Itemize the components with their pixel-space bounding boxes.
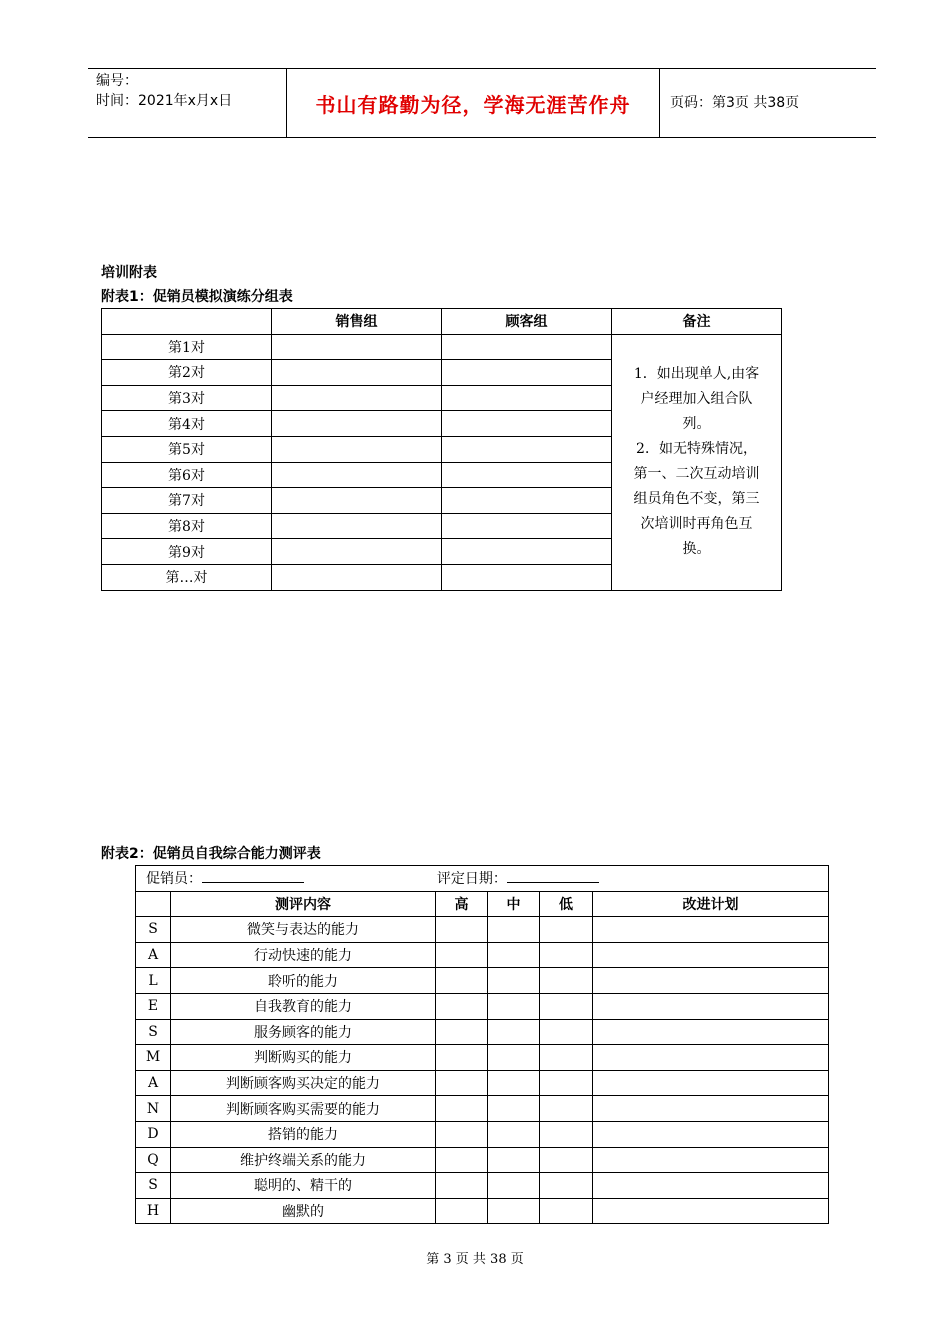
plan-cell <box>593 1019 829 1045</box>
table-row <box>136 917 829 943</box>
col-header-customer: 顾客组 <box>442 309 612 335</box>
sales-cell <box>272 462 442 488</box>
mid-cell <box>488 993 540 1019</box>
customer-cell <box>442 436 612 462</box>
high-cell <box>436 942 488 968</box>
mid-cell <box>488 1019 540 1045</box>
header-motto: 书山有路勤为径，学海无涯苦作舟 <box>315 92 631 117</box>
col-header-plan: 改进计划 <box>593 891 829 917</box>
pair-label: 第1对 <box>102 334 272 360</box>
row-item: 聆听的能力 <box>171 968 436 994</box>
plan-cell <box>593 942 829 968</box>
table-row <box>136 993 829 1019</box>
customer-cell <box>442 462 612 488</box>
high-cell <box>436 993 488 1019</box>
customer-cell <box>442 334 612 360</box>
row-letter: S <box>136 917 171 943</box>
note-line: 1．如出现单人,由客 <box>633 366 760 383</box>
section-title: 培训附表 <box>101 265 157 281</box>
high-cell <box>436 1096 488 1122</box>
date-blank[interactable] <box>507 868 599 883</box>
low-cell <box>540 993 593 1019</box>
mid-cell <box>488 1045 540 1071</box>
row-letter: N <box>136 1096 171 1122</box>
col-header-high: 高 <box>436 891 488 917</box>
row-item: 聪明的、精干的 <box>171 1173 436 1199</box>
col-header-sales: 销售组 <box>272 309 442 335</box>
grouping-table <box>101 308 782 591</box>
plan-cell <box>593 968 829 994</box>
table-header-row <box>102 309 782 335</box>
col-header-note: 备注 <box>612 309 782 335</box>
plan-cell <box>593 1147 829 1173</box>
table-row <box>136 1198 829 1224</box>
promoter-blank[interactable] <box>202 868 304 883</box>
plan-cell <box>593 1173 829 1199</box>
row-letter: S <box>136 1019 171 1045</box>
row-item: 幽默的 <box>171 1198 436 1224</box>
row-letter: H <box>136 1198 171 1224</box>
mid-cell <box>488 968 540 994</box>
row-item: 判断顾客购买需要的能力 <box>171 1096 436 1122</box>
pair-label: 第5对 <box>102 436 272 462</box>
high-cell <box>436 1045 488 1071</box>
row-letter: D <box>136 1121 171 1147</box>
low-cell <box>540 917 593 943</box>
header-meta <box>88 69 287 137</box>
table-row <box>136 1147 829 1173</box>
note-line: 第一、二次互动培训 <box>633 466 760 483</box>
table2-caption: 附表2：促销员自我综合能力测评表 <box>101 846 321 862</box>
low-cell <box>540 1019 593 1045</box>
low-cell <box>540 942 593 968</box>
pair-label: 第3对 <box>102 385 272 411</box>
form-info-row <box>136 866 829 892</box>
customer-cell <box>442 411 612 437</box>
high-cell <box>436 1173 488 1199</box>
row-item: 微笑与表达的能力 <box>171 917 436 943</box>
form-info-cell <box>136 866 829 892</box>
row-item: 自我教育的能力 <box>171 993 436 1019</box>
plan-cell <box>593 1070 829 1096</box>
high-cell <box>436 1147 488 1173</box>
row-letter: L <box>136 968 171 994</box>
date-label: 评定日期： <box>436 871 507 888</box>
customer-cell <box>442 513 612 539</box>
low-cell <box>540 1198 593 1224</box>
note-line: 换。 <box>682 541 711 558</box>
table1-caption: 附表1：促销员模拟演练分组表 <box>101 289 293 305</box>
row-letter: M <box>136 1045 171 1071</box>
header-page-info: 页码：第3页 共38页 <box>670 95 800 111</box>
col-header-low: 低 <box>540 891 593 917</box>
row-item: 判断顾客购买决定的能力 <box>171 1070 436 1096</box>
table-row <box>136 968 829 994</box>
table-row <box>136 1121 829 1147</box>
sales-cell <box>272 385 442 411</box>
high-cell <box>436 968 488 994</box>
self-assessment-table <box>135 865 829 1224</box>
low-cell <box>540 1147 593 1173</box>
row-item: 服务顾客的能力 <box>171 1019 436 1045</box>
pair-label: 第7对 <box>102 488 272 514</box>
row-item: 判断购买的能力 <box>171 1045 436 1071</box>
sales-cell <box>272 564 442 590</box>
high-cell <box>436 1070 488 1096</box>
note-line: 户经理加入组合队 <box>640 391 753 408</box>
mid-cell <box>488 1147 540 1173</box>
plan-cell <box>593 917 829 943</box>
table-row <box>136 1070 829 1096</box>
row-letter: A <box>136 1070 171 1096</box>
pair-label: 第4对 <box>102 411 272 437</box>
col-header <box>102 309 272 335</box>
time-label: 时间：2021年x月x日 <box>96 93 233 109</box>
pair-label: 第8对 <box>102 513 272 539</box>
table-header-row <box>136 891 829 917</box>
plan-cell <box>593 1198 829 1224</box>
note-line: 2．如无特殊情况， <box>636 441 757 458</box>
number-label: 编号： <box>96 73 138 89</box>
page-footer: 第 3 页 共 38 页 <box>426 1252 524 1267</box>
high-cell <box>436 1198 488 1224</box>
mid-cell <box>488 917 540 943</box>
sales-cell <box>272 488 442 514</box>
sales-cell <box>272 539 442 565</box>
table-row <box>136 942 829 968</box>
row-letter: S <box>136 1173 171 1199</box>
high-cell <box>436 917 488 943</box>
row-letter: E <box>136 993 171 1019</box>
mid-cell <box>488 1198 540 1224</box>
mid-cell <box>488 942 540 968</box>
promoter-label: 促销员： <box>146 871 202 888</box>
sales-cell <box>272 411 442 437</box>
mid-cell <box>488 1070 540 1096</box>
pair-label: 第9对 <box>102 539 272 565</box>
row-letter: Q <box>136 1147 171 1173</box>
high-cell <box>436 1019 488 1045</box>
low-cell <box>540 1173 593 1199</box>
high-cell <box>436 1121 488 1147</box>
low-cell <box>540 1121 593 1147</box>
mid-cell <box>488 1121 540 1147</box>
mid-cell <box>488 1173 540 1199</box>
page-header <box>88 68 876 138</box>
low-cell <box>540 1045 593 1071</box>
sales-cell <box>272 513 442 539</box>
row-item: 维护终端关系的能力 <box>171 1147 436 1173</box>
pair-label: 第6对 <box>102 462 272 488</box>
table-row <box>136 1096 829 1122</box>
note-line: 次培训时再角色互 <box>640 516 753 533</box>
row-letter: A <box>136 942 171 968</box>
pair-label: 第…对 <box>102 564 272 590</box>
table-row <box>136 1045 829 1071</box>
col-header <box>136 891 171 917</box>
note-line: 组员角色不变，第三 <box>633 491 760 508</box>
plan-cell <box>593 993 829 1019</box>
row-item: 搭销的能力 <box>171 1121 436 1147</box>
plan-cell <box>593 1096 829 1122</box>
col-header-mid: 中 <box>488 891 540 917</box>
note-cell <box>612 334 782 590</box>
low-cell <box>540 968 593 994</box>
sales-cell <box>272 360 442 386</box>
pair-label: 第2对 <box>102 360 272 386</box>
mid-cell <box>488 1096 540 1122</box>
note-line: 列。 <box>682 416 711 433</box>
header-page-cell <box>660 69 876 137</box>
customer-cell <box>442 539 612 565</box>
header-motto-cell <box>287 69 660 137</box>
table-row <box>136 1019 829 1045</box>
table-row <box>102 334 782 360</box>
table-row <box>136 1173 829 1199</box>
sales-cell <box>272 334 442 360</box>
plan-cell <box>593 1121 829 1147</box>
customer-cell <box>442 360 612 386</box>
plan-cell <box>593 1045 829 1071</box>
col-header-content: 测评内容 <box>171 891 436 917</box>
low-cell <box>540 1070 593 1096</box>
row-item: 行动快速的能力 <box>171 942 436 968</box>
sales-cell <box>272 436 442 462</box>
customer-cell <box>442 564 612 590</box>
customer-cell <box>442 488 612 514</box>
customer-cell <box>442 385 612 411</box>
low-cell <box>540 1096 593 1122</box>
